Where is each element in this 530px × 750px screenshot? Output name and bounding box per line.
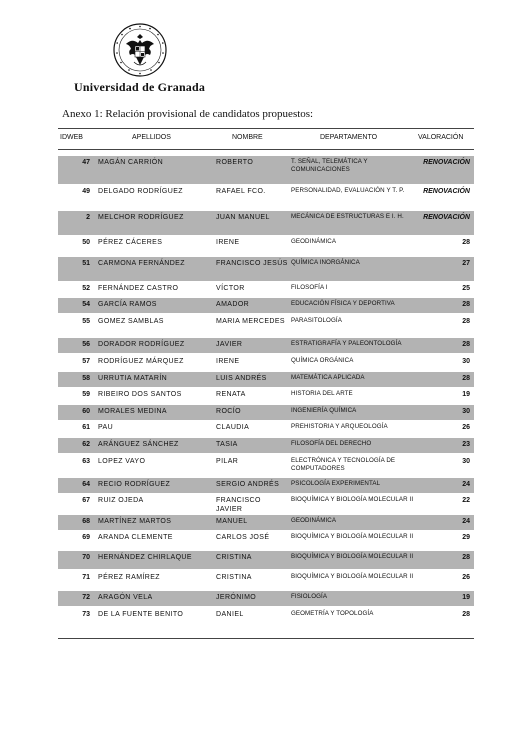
cell-nombre: DANIEL	[216, 611, 244, 618]
cell-nombre: MARIA MERCEDES	[216, 318, 285, 325]
cell-nombre: FRANCISCO JESÚS	[216, 260, 288, 267]
cell-apellidos: DELGADO RODRÍGUEZ	[98, 188, 183, 195]
cell-valoracion: 28	[462, 341, 470, 348]
cell-nombre: FRANCISCO JAVIER	[216, 497, 261, 513]
table-row	[58, 236, 474, 255]
cell-idweb: 50	[82, 239, 90, 246]
table-row	[58, 591, 474, 606]
cell-valoracion: 28	[462, 318, 470, 325]
cell-idweb: 47	[82, 159, 90, 166]
table-row	[58, 298, 474, 313]
cell-departamento: EDUCACIÓN FÍSICA Y DEPORTIVA	[291, 300, 395, 307]
cell-valoracion: 28	[462, 301, 470, 308]
cell-idweb: 71	[82, 574, 90, 581]
cell-idweb: 55	[82, 318, 90, 325]
table-row	[58, 355, 474, 370]
cell-idweb: 57	[82, 358, 90, 365]
table-row	[58, 571, 474, 589]
cell-nombre: RENATA	[216, 391, 246, 398]
cell-valoracion: 26	[462, 424, 470, 431]
cell-apellidos: MELCHOR RODRÍGUEZ	[98, 214, 184, 221]
cell-idweb: 56	[82, 341, 90, 348]
cell-nombre: TASIA	[216, 441, 238, 448]
cell-idweb: 60	[82, 408, 90, 415]
cell-nombre: MANUEL	[216, 518, 248, 525]
column-header-departamento: DEPARTAMENTO	[320, 134, 378, 141]
table-row	[58, 421, 474, 436]
cell-idweb: 68	[82, 518, 90, 525]
cell-idweb: 73	[82, 611, 90, 618]
cell-idweb: 62	[82, 441, 90, 448]
table-row	[58, 478, 474, 493]
cell-departamento: GEODINÁMICA	[291, 517, 337, 524]
cell-valoracion: RENOVACIÓN	[423, 214, 470, 221]
cell-idweb: 72	[82, 594, 90, 601]
table-row	[58, 551, 474, 569]
cell-departamento: MECÁNICA DE ESTRUCTURAS E I. H.	[291, 213, 404, 220]
cell-valoracion: 26	[462, 574, 470, 581]
cell-valoracion: 22	[462, 497, 470, 504]
cell-departamento: PARASITOLOGÍA	[291, 317, 342, 324]
cell-apellidos: MARTÍNEZ MARTOS	[98, 518, 172, 525]
cell-nombre: LUIS ANDRÉS	[216, 375, 267, 382]
cell-apellidos: CARMONA FERNÁNDEZ	[98, 260, 185, 267]
cell-apellidos: GOMEZ SAMBLAS	[98, 318, 164, 325]
cell-idweb: 63	[82, 458, 90, 465]
cell-apellidos: DORADOR RODRÍGUEZ	[98, 341, 185, 348]
cell-departamento: BIOQUÍMICA Y BIOLOGÍA MOLECULAR II	[291, 553, 414, 560]
cell-departamento: GEODINÁMICA	[291, 238, 337, 245]
cell-valoracion: 24	[462, 518, 470, 525]
cell-nombre: JAVIER	[216, 341, 243, 348]
cell-nombre: VÍCTOR	[216, 285, 245, 292]
cell-departamento: BIOQUÍMICA Y BIOLOGÍA MOLECULAR II	[291, 496, 414, 503]
cell-idweb: 59	[82, 391, 90, 398]
table-row	[58, 315, 474, 336]
cell-departamento: ELECTRÓNICA Y TECNOLOGÍA DE COMPUTADORES	[291, 457, 396, 472]
cell-apellidos: MORALES MEDINA	[98, 408, 167, 415]
cell-apellidos: RECIO RODRÍGUEZ	[98, 481, 171, 488]
cell-apellidos: PÉREZ CÁCERES	[98, 239, 163, 246]
table-row	[58, 531, 474, 549]
cell-apellidos: RODRÍGUEZ MÁRQUEZ	[98, 358, 184, 365]
cell-valoracion: 30	[462, 408, 470, 415]
cell-nombre: IRENE	[216, 239, 240, 246]
university-name: Universidad de Granada	[74, 80, 206, 94]
cell-apellidos: URRUTIA MATARÍN	[98, 375, 168, 382]
cell-nombre: ROCÍO	[216, 408, 241, 415]
cell-valoracion: 28	[462, 239, 470, 246]
cell-departamento: ESTRATIGRAFÍA Y PALEONTOLOGÍA	[291, 340, 402, 347]
cell-idweb: 58	[82, 375, 90, 382]
cell-idweb: 67	[82, 497, 90, 504]
cell-nombre: CARLOS JOSÉ	[216, 534, 270, 541]
cell-apellidos: PÉREZ RAMÍREZ	[98, 574, 160, 581]
cell-nombre: CLAUDIA	[216, 424, 250, 431]
cell-valoracion: 30	[462, 458, 470, 465]
table-row	[58, 405, 474, 420]
cell-idweb: 51	[82, 260, 90, 267]
cell-departamento: PSICOLOGÍA EXPERIMENTAL	[291, 480, 381, 487]
cell-apellidos: MAGÁN CARRIÓN	[98, 159, 164, 166]
cell-idweb: 54	[82, 301, 90, 308]
cell-valoracion: 28	[462, 554, 470, 561]
cell-apellidos: DE LA FUENTE BENITO	[98, 611, 184, 618]
column-header-nombre: NOMBRE	[232, 134, 263, 141]
cell-nombre: JERÓNIMO	[216, 594, 257, 601]
cell-departamento: GEOMETRÍA Y TOPOLOGÍA	[291, 610, 374, 617]
cell-valoracion: 30	[462, 358, 470, 365]
column-header-apellidos: APELLIDOS	[132, 134, 171, 141]
cell-departamento: INGENIERÍA QUÍMICA	[291, 407, 357, 414]
table-row	[58, 388, 474, 403]
cell-apellidos: LOPEZ VAYO	[98, 458, 146, 465]
cell-idweb: 52	[82, 285, 90, 292]
cell-departamento: T. SEÑAL, TELEMÁTICA Y COMUNICACIONES	[291, 158, 368, 173]
table-row	[58, 257, 474, 281]
cell-nombre: CRISTINA	[216, 574, 252, 581]
cell-apellidos: RIBEIRO DOS SANTOS	[98, 391, 182, 398]
table-header	[58, 128, 474, 150]
cell-valoracion: 29	[462, 534, 470, 541]
cell-nombre: RAFAEL FCO.	[216, 188, 266, 195]
cell-departamento: HISTORIA DEL ARTE	[291, 390, 353, 397]
cell-valoracion: 23	[462, 441, 470, 448]
cell-apellidos: PAU	[98, 424, 114, 431]
cell-apellidos: FERNÁNDEZ CASTRO	[98, 285, 179, 292]
candidates-table	[58, 128, 474, 618]
cell-apellidos: ARAGÓN VELA	[98, 594, 153, 601]
cell-departamento: FILOSOFÍA I	[291, 284, 328, 291]
annex-title: Anexo 1: Relación provisional de candidatos propuestos:	[62, 108, 314, 120]
table-row	[58, 338, 474, 353]
table-row	[58, 608, 474, 630]
column-header-valoracion: VALORACIÓN	[418, 134, 464, 141]
cell-apellidos: HERNÁNDEZ CHIRLAQUE	[98, 554, 192, 561]
cell-departamento: FILOSOFÍA DEL DERECHO	[291, 440, 372, 447]
table-bottom-rule	[58, 638, 474, 639]
cell-valoracion: 28	[462, 375, 470, 382]
cell-nombre: JUAN MANUEL	[216, 214, 270, 221]
cell-valoracion: 27	[462, 260, 470, 267]
cell-nombre: PILAR	[216, 458, 239, 465]
cell-nombre: ROBERTO	[216, 159, 254, 166]
table-row	[58, 515, 474, 530]
cell-idweb: 64	[82, 481, 90, 488]
cell-valoracion: 19	[462, 594, 470, 601]
cell-valoracion: 24	[462, 481, 470, 488]
cell-valoracion: 19	[462, 391, 470, 398]
cell-valoracion: 28	[462, 611, 470, 618]
table-row	[58, 156, 474, 184]
cell-departamento: BIOQUÍMICA Y BIOLOGÍA MOLECULAR II	[291, 533, 414, 540]
cell-apellidos: ARÁNGUEZ SÁNCHEZ	[98, 441, 179, 448]
university-coat-of-arms-icon	[112, 22, 168, 78]
column-header-idweb: IDWEB	[60, 134, 83, 141]
cell-valoracion: RENOVACIÓN	[423, 188, 470, 195]
cell-idweb: 70	[82, 554, 90, 561]
table-row	[58, 372, 474, 387]
cell-apellidos: GARCÍA RAMOS	[98, 301, 157, 308]
cell-nombre: SERGIO ANDRÉS	[216, 481, 280, 488]
table-row	[58, 211, 474, 235]
table-row	[58, 438, 474, 453]
cell-departamento: QUÍMICA INORGÁNICA	[291, 259, 360, 266]
cell-apellidos: ARANDA CLEMENTE	[98, 534, 173, 541]
cell-departamento: MATEMÁTICA APLICADA	[291, 374, 365, 381]
cell-idweb: 2	[86, 214, 90, 221]
cell-nombre: CRISTINA	[216, 554, 252, 561]
cell-departamento: PREHISTORIA Y ARQUEOLOGÍA	[291, 423, 388, 430]
cell-apellidos: RUIZ OJEDA	[98, 497, 144, 504]
cell-departamento: FISIOLOGÍA	[291, 593, 328, 600]
cell-idweb: 61	[82, 424, 90, 431]
cell-idweb: 69	[82, 534, 90, 541]
table-row	[58, 455, 474, 476]
cell-nombre: IRENE	[216, 358, 240, 365]
cell-departamento: BIOQUÍMICA Y BIOLOGÍA MOLECULAR II	[291, 573, 414, 580]
cell-idweb: 49	[82, 188, 90, 195]
cell-valoracion: RENOVACIÓN	[423, 159, 470, 166]
cell-departamento: QUÍMICA ORGÁNICA	[291, 357, 354, 364]
table-row	[58, 282, 474, 296]
table-row	[58, 185, 474, 209]
cell-departamento: PERSONALIDAD, EVALUACIÓN Y T. P.	[291, 187, 405, 194]
table-row	[58, 494, 474, 513]
cell-valoracion: 25	[462, 285, 470, 292]
cell-nombre: AMADOR	[216, 301, 250, 308]
